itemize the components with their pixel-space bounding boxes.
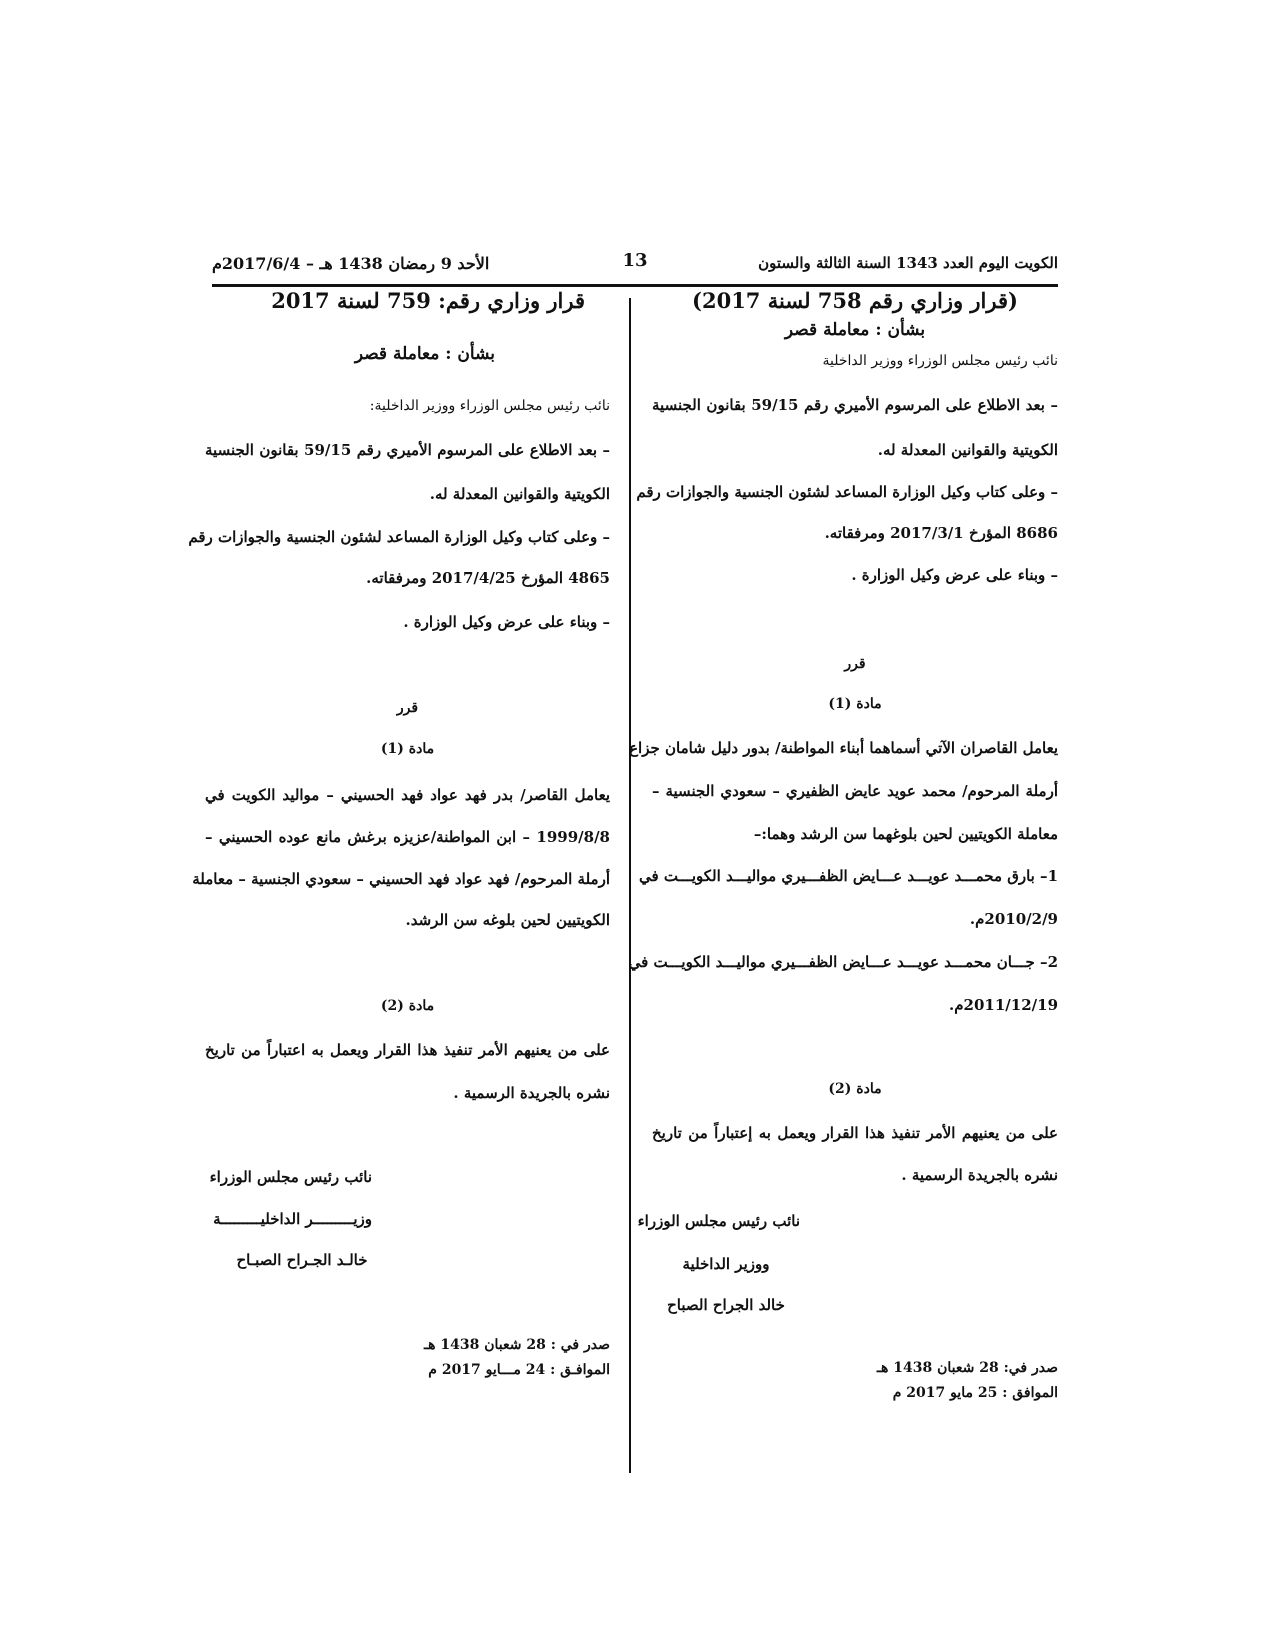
article-1-line: أرملة المرحوم/ فهد عواد فهد الحسيني – سعودي الجنسية – معاملة — [192, 870, 610, 888]
decided-heading: قرر — [844, 656, 866, 672]
decree-subject: بشأن : معاملة قصر — [354, 344, 495, 364]
recital-line: – بعد الاطلاع على المرسوم الأميري رقم 59/15 بقانون الجنسية — [205, 441, 610, 459]
article-2-line: على من يعنيهم الأمر تنفيذ هذا القرار ويعمل به إعتباراً من تاريخ — [652, 1124, 1058, 1142]
recital-line: 4865 المؤرخ 2017/4/25 ومرفقاته. — [366, 569, 610, 587]
article-1-line: 1– بارق محمـــد عويـــد عـــايض الظفـــيري مواليـــد الكويـــت في — [639, 867, 1058, 885]
article-2-heading: مادة (2) — [380, 998, 435, 1014]
article-1-line: يعامل القاصران الآتي أسماهما أبناء المواطنة/ بدور دليل شامان جزاع — [629, 739, 1058, 757]
decree-preamble: نائب رئيس مجلس الوزراء ووزير الداخلية — [822, 353, 1058, 369]
decree-preamble: نائب رئيس مجلس الوزراء ووزير الداخلية: — [369, 398, 610, 414]
signature-title: نائب رئيس مجلس الوزراء — [637, 1212, 800, 1230]
gazette-date: الأحد 9 رمضان 1438 هـ – 2017/6/4م — [212, 254, 490, 273]
article-1-line: 2– جـــان محمـــد عويـــد عـــايض الظفـــيري مواليـــد الكويـــت في — [628, 953, 1058, 971]
recital-line: – وعلى كتاب وكيل الوزارة المساعد لشئون الجنسية والجوازات رقم — [636, 483, 1058, 501]
article-1-line: معاملة الكويتيين لحين بلوغهما سن الرشد وهما:– — [753, 825, 1058, 843]
signature-title: نائب رئيس مجلس الوزراء — [209, 1168, 372, 1186]
decree-title: قرار وزاري رقم: 759 لسنة 2017 — [271, 288, 585, 313]
page-number: 13 — [622, 250, 648, 271]
issued-date-hijri: صدر في : 28 شعبان 1438 هـ — [424, 1337, 610, 1353]
decided-heading: قرر — [396, 700, 419, 716]
article-1-line: الكويتيين لحين بلوغه سن الرشد. — [405, 911, 610, 929]
page-header — [212, 250, 1058, 287]
signature-ministry: وزيـــــــــر الداخليـــــــــة — [213, 1210, 372, 1228]
signature-ministry: ووزير الداخلية — [682, 1255, 770, 1273]
recital-line: 8686 المؤرخ 2017/3/1 ومرفقاته. — [824, 524, 1058, 542]
article-2-line: نشره بالجريدة الرسمية . — [901, 1166, 1058, 1184]
article-1-line: 1999/8/8 – ابن المواطنة/عزيزه برغش مانع عوده الحسيني – — [205, 828, 610, 846]
article-1-heading: مادة (1) — [380, 741, 435, 757]
recital-line: الكويتية والقوانين المعدلة له. — [429, 485, 610, 503]
article-2-heading: مادة (2) — [828, 1081, 882, 1097]
article-1-line: يعامل القاصر/ بدر فهد عواد فهد الحسيني – مواليد الكويت في — [205, 786, 610, 804]
article-1-line: 2010/2/9م. — [969, 910, 1058, 928]
article-1-line: أرملة المرحوم/ محمد عويد عايض الظفيري – سعودي الجنسية – — [652, 782, 1058, 800]
decree-758-column — [628, 288, 1058, 1473]
issued-date-hijri: صدر في: 28 شعبان 1438 هـ — [876, 1360, 1058, 1376]
article-1-heading: مادة (1) — [828, 696, 882, 712]
article-1-line: 2011/12/19م. — [949, 996, 1058, 1014]
recital-line: الكويتية والقوانين المعدلة له. — [877, 441, 1058, 459]
decree-759-column — [188, 288, 610, 1473]
recital-line: – وبناء على عرض وكيل الوزارة . — [403, 613, 610, 631]
column-divider — [629, 298, 631, 1473]
issued-date-gregorian: الموافق : 25 مايو 2017 م — [892, 1385, 1058, 1401]
signature-name: خالد الجراح الصباح — [667, 1296, 785, 1314]
recital-line: – وعلى كتاب وكيل الوزارة المساعد لشئون الجنسية والجوازات رقم — [188, 528, 610, 546]
decree-subject: بشأن : معاملة قصر — [784, 320, 926, 340]
article-2-line: نشره بالجريدة الرسمية . — [453, 1084, 610, 1102]
article-2-line: على من يعنيهم الأمر تنفيذ هذا القرار ويعمل به اعتباراً من تاريخ — [205, 1041, 610, 1059]
gazette-issue-label: الكويت اليوم العدد 1343 السنة الثالثة والستون — [758, 254, 1058, 272]
issued-date-gregorian: الموافـق : 24 مـــايو 2017 م — [428, 1362, 610, 1378]
recital-line: – وبناء على عرض وكيل الوزارة . — [851, 566, 1058, 584]
signature-name: خالـد الجـراح الصبـاح — [236, 1251, 368, 1269]
decree-title: (قرار وزاري رقم 758 لسنة 2017) — [692, 288, 1018, 313]
recital-line: – بعد الاطلاع على المرسوم الأميري رقم 59/15 بقانون الجنسية — [652, 396, 1058, 414]
